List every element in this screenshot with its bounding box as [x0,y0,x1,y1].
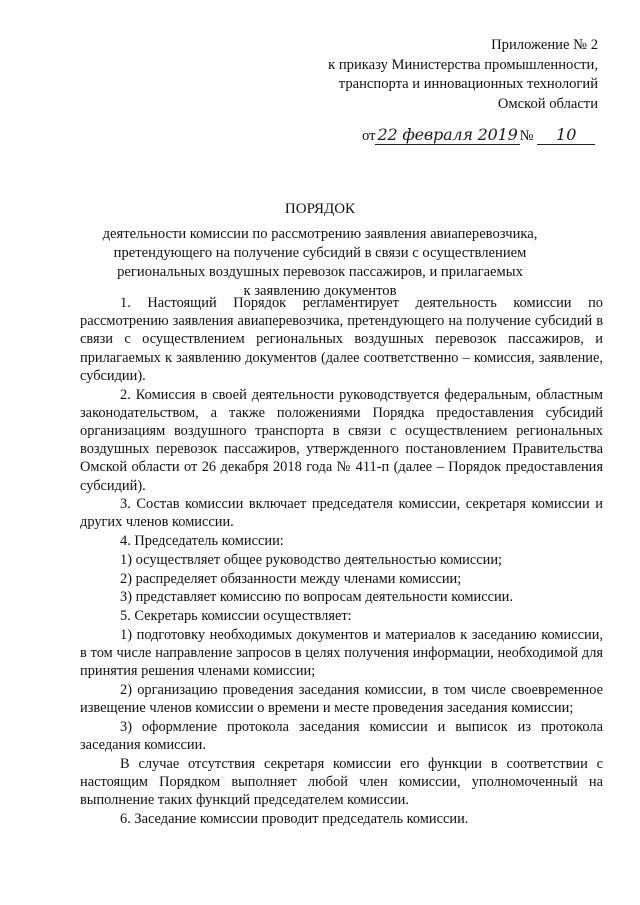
paragraph: В случае отсутствия секретаря комиссии его функции в соответствии с настоящим Порядком выполняет любой член комиссии, уполномоченный на выполнение таких функций председателем комиссии. [80,755,603,808]
order-date-line [362,125,595,145]
paragraph: 2) распределяет обязанности между членами комиссии; [120,570,462,587]
paragraph: 1. Настоящий Порядок регламентирует деятельность комиссии по рассмотрению заявления авиаперевозчика, претендующего на получение субсидий в связи с осуществлением региональных воздушных перевозок пассажиров, и прилагаемых к заявлению документов (далее соответственно – комиссия, заявление, субсидии). [80,295,603,384]
paragraph: 1) подготовку необходимых документов и материалов к заседанию комиссии, в том числе направление запросов в целях получения информации, необходимой для принятия решения членами комиссии; [80,626,603,680]
paragraph: 3) представляет комиссию по вопросам деятельности комиссии. [120,589,513,606]
title-line: деятельности комиссии по рассмотрению заявления авиаперевозчика, [102,226,538,242]
annex-ministry-line: транспорта и инновационных технологий [338,76,598,92]
title-main: ПОРЯДОК [284,201,356,217]
paragraph: 3) оформление протокола заседания комиссии и выписок из протокола заседания комиссии. [80,718,603,753]
paragraph: 2. Комиссия в своей деятельности руководствуется федеральным, областным законодательством, а также положениями Порядка предоставления субсидий организациям воздушного транспорта в связи с осуществлением региональных воздушных перевозок пассажиров, утвержденного постановлением Правительства Омской области от 26 декабря 2018 года № 411-п (далее – Порядок предоставления субсидий). [80,386,603,494]
annex-number: Приложение № 2 [491,37,598,53]
from-label: от [362,128,376,144]
paragraph: 4. Председатель комиссии: [120,533,284,550]
title-line: к заявлению документов [243,283,397,299]
document-title [0,200,640,301]
annex-order-line: к приказу Министерства промышленности, [328,56,598,73]
handwritten-number: 10 [537,125,595,145]
title-line: претендующего на получение субсидий в связи с осуществлением [113,245,527,261]
document-body [80,294,603,828]
paragraph: 2) организацию проведения заседания комиссии, в том числе своевременное извещение членов комиссии о времени и месте проведения заседания комиссии; [80,681,603,716]
annex-header [328,36,598,114]
paragraph: 1) осуществляет общее руководство деятельностью комиссии; [120,551,503,568]
number-label: № [519,128,534,144]
annex-region-line: Омской области [497,95,598,112]
paragraph: 5. Секретарь комиссии осуществляет: [120,607,352,624]
title-line: региональных воздушных перевозок пассажиров, и прилагаемых [117,264,523,280]
handwritten-date: 22 февраля 2019 [377,125,518,144]
paragraph: 3. Состав комиссии включает председателя комиссии, секретаря комиссии и других членов комиссии. [80,496,603,531]
paragraph: 6. Заседание комиссии проводит председатель комиссии. [120,810,469,827]
